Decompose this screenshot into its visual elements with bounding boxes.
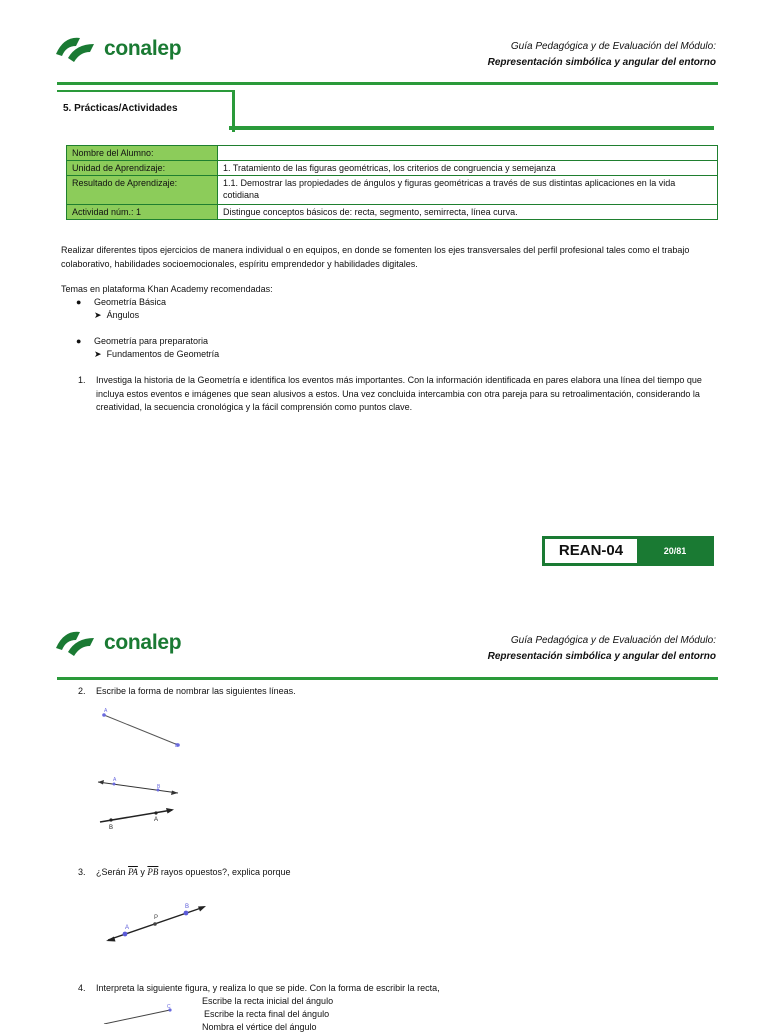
khan-subtopic-title: Ángulos [106,310,140,320]
q3-ray-pb: $\overline{PB}$ [147,867,159,877]
result-label: Resultado de Aprendizaje: [67,176,218,205]
q4-figure [100,1004,180,1024]
q4-items [202,995,333,1034]
f1-label-a: A [104,708,108,714]
document-code: REAN-04 [544,538,638,564]
q4-item: Escribe la recta final del ángulo [204,1009,330,1019]
form-row [67,205,718,220]
conalep-logo [54,32,181,66]
module-line: Representación simbólica y angular del entorno [487,651,716,662]
f2b-label-a: A [154,817,159,823]
conalep-logo-icon [54,626,100,660]
khan-topic [76,296,716,309]
f4-label-c: C [167,1004,171,1010]
arrow-bullet-icon: ➤ [94,310,102,320]
activity-form [66,145,718,220]
task-1-number: 1. [78,375,86,385]
section-rule-top [57,90,232,92]
result-value: 1.1. Demostrar las propiedades de ángulos y figuras geométricas a través de sus distintas aplicaciones en la vida cotidiana [218,176,718,205]
f3-label-p: P [154,915,159,921]
q3-text-post: rayos opuestos?, explica porque [160,867,291,877]
section-title: 5. Prácticas/Actividades [63,103,178,114]
khan-block [61,283,716,361]
task-1 [78,374,718,415]
arrow-bullet-icon: ➤ [94,349,102,359]
q4-text: Interpreta la siguiente figura, y realiza lo que se pide. Con la forma de escribir la recta, [96,983,440,993]
task-1-text: Investiga la historia de la Geometría e identifica los eventos más importantes. Con la información identificada en pares elabora una línea del tiempo que incluya estos eventos e imágenes que sean alusivos a estos. Una vez concluida intercambia con otra pareja para su retroalimentación, considerando la creatividad, la secuencia cronológica y la fácil comprensión como puntos clave. [96,375,702,412]
q4-item: Escribe la recta inicial del ángulo [202,996,334,1006]
guide-line: Guía Pedagógica y de Evaluación del Módulo: [510,41,716,52]
intro-text: Realizar diferentes tipos ejercicios de manera individual o en equipos, en donde se fomenten los ejes transversales del perfil profesional tales como el trabajo colaborativo, habilidades socioemocionales, espíritu emprendedor y habilidades digitales. [61,245,690,269]
khan-list [76,296,716,361]
bullet-icon: ● [76,336,82,346]
f1-label-b: B [175,743,179,749]
section-rule [229,126,714,130]
guide-line: Guía Pedagógica y de Evaluación del Módulo: [510,635,716,646]
page-number: 20/81 [638,538,712,564]
form-row [67,176,718,205]
f2-label-b: B [157,784,161,790]
f2b-label-b: B [109,825,114,831]
khan-topic-title: Geometría Básica [93,297,166,307]
student-name-label: Nombre del Alumno: [67,146,218,161]
unit-value: 1. Tratamiento de las figuras geométricas, los criterios de congruencia y semejanza [218,161,718,176]
bullet-icon: ● [76,297,82,307]
header-rule [57,82,718,85]
activity-value: Distingue conceptos básicos de: recta, segmento, semirrecta, línea curva. [218,205,718,220]
logo-text: conalep [104,631,182,654]
student-name-field[interactable] [218,146,718,161]
module-line: Representación simbólica y angular del entorno [487,57,716,68]
f3-label-a: A [125,925,130,931]
q4-number: 4. [78,983,86,993]
khan-subtopic [94,309,716,322]
form-row [67,161,718,176]
q3-figure [100,896,215,956]
khan-subtopic-title: Fundamentos de Geometría [106,349,220,359]
header-title-2 [488,633,716,665]
khan-subtopic [94,348,716,361]
header-rule-2 [57,677,718,680]
q3-number: 3. [78,867,86,877]
q3-and: y [140,867,145,877]
khan-topic-title: Geometría para preparatoria [93,336,209,346]
question-2 [78,685,296,698]
conalep-logo-2 [54,626,181,660]
question-3 [78,866,291,879]
q2-number: 2. [78,686,86,696]
q2-figures [92,705,192,845]
q3-ray-pa: $\overline{PA}$ [128,867,138,877]
khan-topic [76,335,716,348]
activity-label: Actividad núm.: 1 [67,205,218,220]
conalep-logo-icon [54,32,100,66]
f3-label-b: B [185,904,190,910]
khan-heading: Temas en plataforma Khan Academy recomendadas: [61,284,273,294]
q2-text: Escribe la forma de nombrar las siguientes líneas. [96,686,296,696]
question-4 [78,982,440,995]
q4-item: Nombra el vértice del ángulo [202,1022,317,1032]
section-box [57,90,235,132]
unit-label: Unidad de Aprendizaje: [67,161,218,176]
f2-label-a: A [113,777,117,783]
header-title [488,39,716,71]
form-row [67,146,718,161]
q3-text-pre: ¿Serán [96,867,126,877]
intro-block [61,244,716,271]
logo-text: conalep [104,37,182,60]
footer-badge [542,536,714,566]
